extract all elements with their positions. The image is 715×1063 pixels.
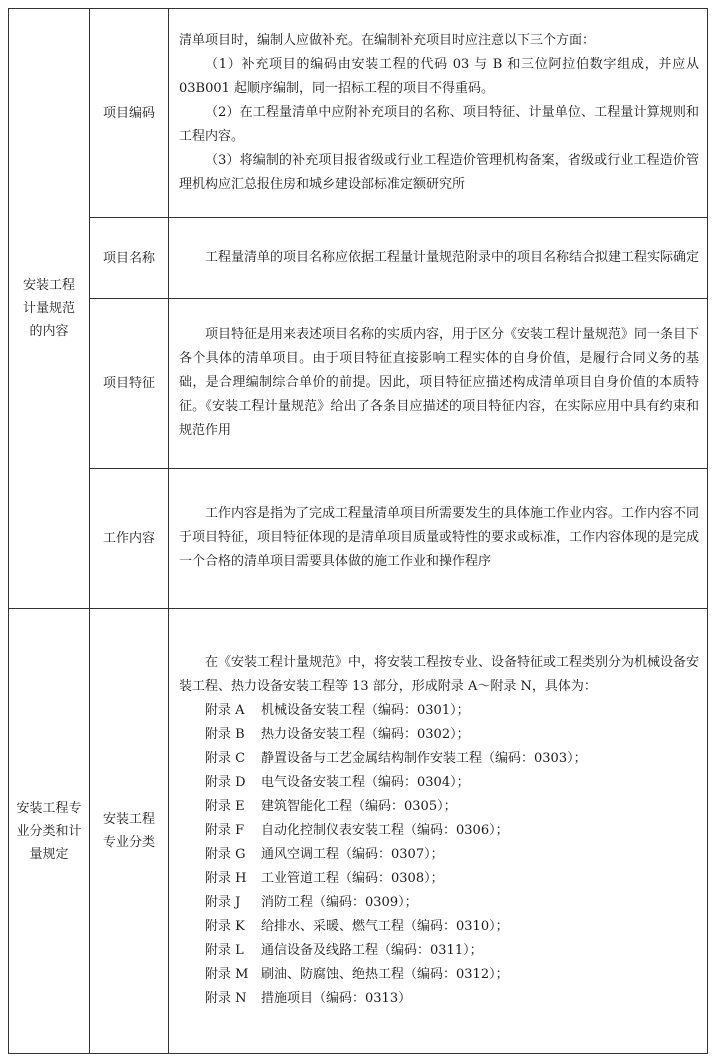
list-item: [179, 963, 699, 987]
list-item: [179, 939, 699, 963]
paragraph: 工程量清单的项目名称应依据工程量计量规范附录中的项目名称结合拟建工程实际确定: [205, 249, 700, 265]
appendix-value: 刷油、防腐蚀、绝热工程（编码：0312）；: [261, 966, 509, 982]
list-item: [179, 891, 699, 915]
paragraph: 在《安装工程计量规范》中，将安装工程按专业、设备特征或工程类别分为机械设备安装工程、热力设备安装工程等 13 部分，形成附录 A～附录 N，具体为：: [179, 654, 700, 694]
appendix-key: 附录 C: [205, 750, 246, 766]
row-name-code: 项目编码: [90, 9, 169, 218]
section-title-content: [9, 9, 90, 609]
table-row: [9, 218, 708, 299]
section-title-text: 安装工程专业分类和计量规定: [16, 800, 82, 862]
appendix-value: 电气设备安装工程（编码：0304）；: [261, 774, 470, 790]
list-item: [179, 843, 699, 867]
appendix-key: 附录 E: [205, 798, 245, 814]
table-row: [9, 9, 708, 218]
appendix-key: 附录 D: [205, 774, 246, 790]
appendix-value: 工业管道工程（编码：0308）；: [261, 870, 444, 886]
paragraph: （3）将编制的补充项目报省级或行业工程造价管理机构备案，省级或行业工程造价管理机构应汇总报住房和城乡建设部标准定额研究所: [179, 152, 699, 192]
appendix-key: 附录 F: [205, 822, 245, 838]
list-item: [179, 771, 699, 795]
appendix-value: 机械设备安装工程（编码：0301）；: [261, 702, 470, 718]
appendix-value: 通风空调工程（编码：0307）；: [261, 846, 444, 862]
appendix-key: 附录 L: [205, 942, 244, 958]
list-item: [179, 747, 699, 771]
row-content-feature: [169, 299, 708, 469]
row-content-classification: [169, 609, 708, 1054]
list-item: [179, 915, 699, 939]
list-item: [179, 867, 699, 891]
list-item: [179, 819, 699, 843]
paragraph: （2）在工程量清单中应附补充项目的名称、项目特征、计量单位、工程量计算规则和工程内容。: [179, 104, 699, 144]
row-content-name: [169, 218, 708, 299]
appendix-key: 附录 K: [205, 918, 245, 934]
row-name-feature: 项目特征: [90, 299, 169, 469]
row-name-text: 安装工程专业分类: [102, 812, 155, 850]
appendix-list: [179, 699, 699, 1011]
section-title-text: 安装工程计量规范的内容: [22, 278, 75, 339]
paragraph: （1）补充项目的编码由安装工程的代码 03 与 B 和三位阿拉伯数字组成，并应从 03B001 起顺序编制，同一招标工程的项目不得重码。: [179, 56, 699, 96]
table-row: [9, 609, 708, 1054]
appendix-key: 附录 G: [205, 846, 246, 862]
row-content-work: [169, 469, 708, 609]
appendix-value: 建筑智能化工程（编码：0305）；: [261, 798, 457, 814]
table-row: [9, 299, 708, 469]
appendix-value: 热力设备安装工程（编码：0302）；: [261, 726, 470, 742]
paragraph: 清单项目时，编制人应做补充。在编制补充项目时应注意以下三个方面：: [179, 32, 596, 48]
appendix-key: 附录 B: [205, 726, 245, 742]
appendix-key: 附录 M: [205, 966, 249, 982]
appendix-key: 附录 J: [205, 894, 241, 910]
appendix-value: 通信设备及线路工程（编码：0311）；: [261, 942, 483, 958]
row-name-name: 项目名称: [90, 218, 169, 299]
list-item: [179, 987, 699, 1011]
appendix-value: 消防工程（编码：0309）；: [261, 894, 418, 910]
appendix-key: 附录 A: [205, 702, 245, 718]
section-title-classification: [9, 609, 90, 1054]
appendix-key: 附录 H: [205, 870, 247, 886]
appendix-value: 静置设备与工艺金属结构制作安装工程（编码：0303）；: [261, 750, 587, 766]
row-content-code: [169, 9, 708, 218]
list-item: [179, 795, 699, 819]
appendix-value: 措施项目（编码：0313）: [261, 990, 412, 1006]
list-item: [179, 699, 699, 723]
appendix-key: 附录 N: [205, 990, 247, 1006]
paragraph: 项目特征是用来表述项目名称的实质内容，用于区分《安装工程计量规范》同一条目下各个具体的清单项目。由于项目特征直接影响工程实体的自身价值，是履行合同义务的基础，是合理编制综合单价的前提。因此，项目特征应描述构成清单项目自身价值的本质特征。《安装工程计量规范》给出了各条目应描述的项目特征内容，在实际应用中具有约束和规范作用: [179, 327, 700, 438]
list-item: [179, 723, 699, 747]
row-name-work: 工作内容: [90, 469, 169, 609]
spec-table: [8, 8, 708, 1054]
appendix-value: 自动化控制仪表安装工程（编码：0306）；: [261, 822, 509, 838]
appendix-value: 给排水、采暖、燃气工程（编码：0310）；: [261, 918, 509, 934]
paragraph: 工作内容是指为了完成工程量清单项目所需要发生的具体施工作业内容。工作内容不同于项目特征，项目特征体现的是清单项目质量或特性的要求或标准，工作内容体现的是完成一个合格的清单项目需要具体做的施工作业和操作程序: [179, 506, 700, 569]
row-name-classification: [90, 609, 169, 1054]
table-row: [9, 469, 708, 609]
